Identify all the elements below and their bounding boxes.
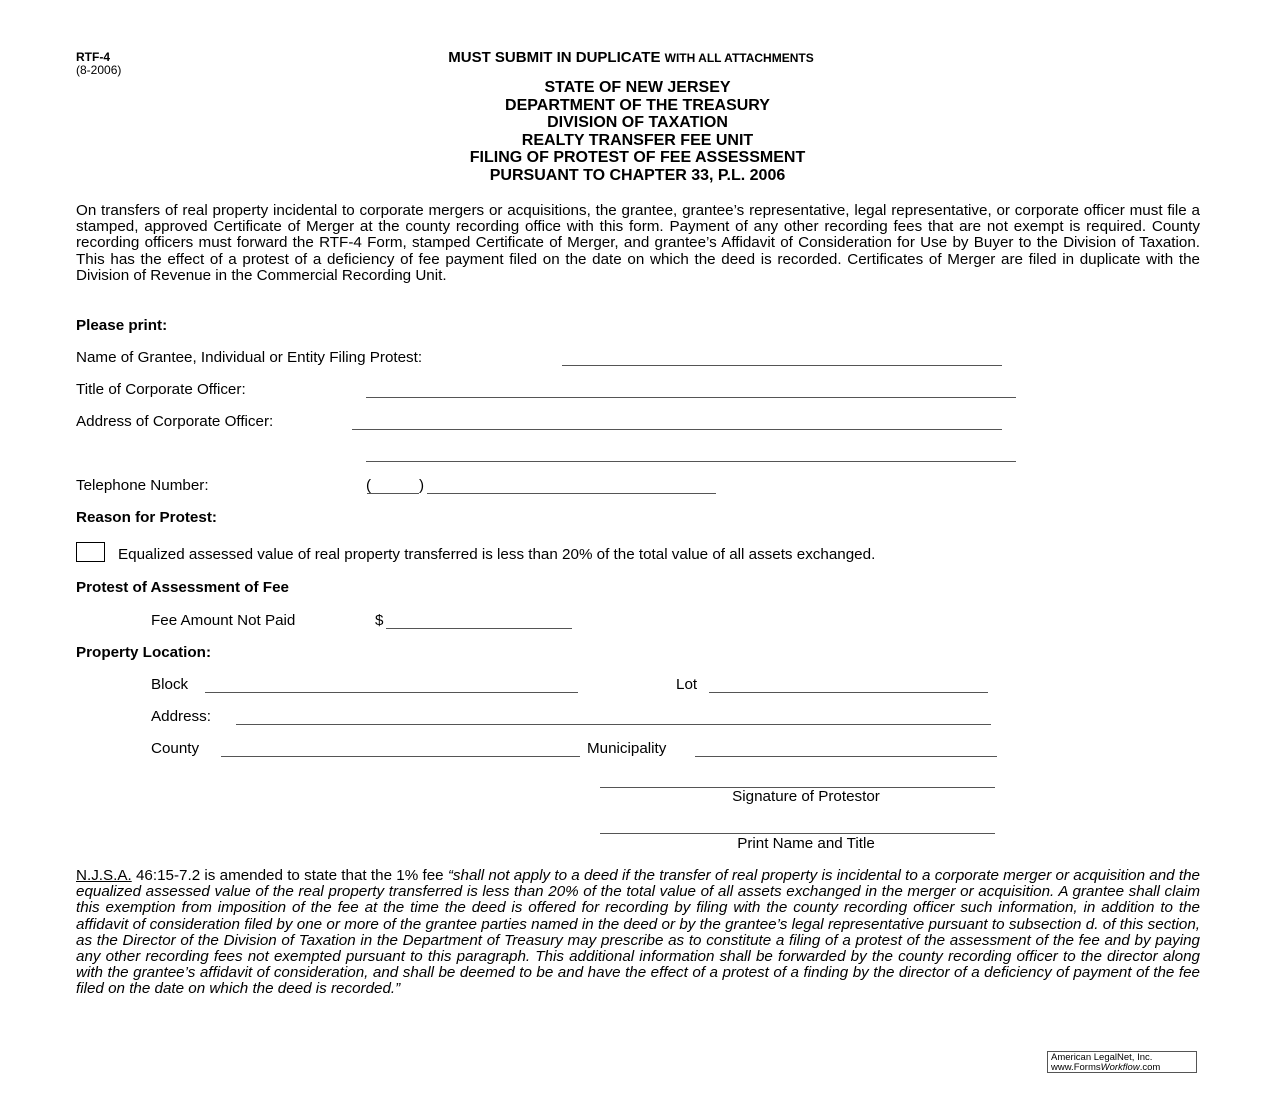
underline <box>366 461 1016 462</box>
reason-checkbox-label: Equalized assessed value of real property transferred is less than 20% of the total value of all assets exchanged. <box>118 546 876 563</box>
fee-amount-label: Fee Amount Not Paid <box>151 612 296 629</box>
please-print-heading: Please print: <box>76 317 168 334</box>
officer-address-label: Address of Corporate Officer: <box>76 413 274 430</box>
underline <box>386 628 572 629</box>
heading-line: DEPARTMENT OF THE TREASURY <box>505 96 770 114</box>
officer-title-label: Title of Corporate Officer: <box>76 381 246 398</box>
county-field[interactable] <box>221 739 580 757</box>
heading-line: PURSUANT TO CHAPTER 33, P.L. 2006 <box>489 166 786 184</box>
print-name-label: Print Name and Title <box>737 835 875 852</box>
submit-notice-sub: WITH ALL ATTACHMENTS <box>664 51 814 65</box>
underline <box>236 724 991 725</box>
underline <box>600 833 995 834</box>
lot-field[interactable] <box>709 675 988 693</box>
form-revision: (8-2006) <box>76 63 122 77</box>
currency-symbol: $ <box>375 612 384 629</box>
underline <box>562 365 1002 366</box>
property-address-label: Address: <box>151 708 211 725</box>
fee-amount-field[interactable] <box>386 611 572 629</box>
intro-paragraph: On transfers of real property incidental to corporate mergers or acquisitions, the grantee, grantee’s representative, legal representative, or corporate officer must file a stamped, approved Certificate of Merger at the county recording office with this form. Payment of any other recording fees that are not exempt is required. County recording officers must forward the RTF-4 Form, stamped Certificate of Merger, and grantee’s Affidavit of Consideration for Use by Buyer to the Division of Taxation. This has the effect of a protest of a deficiency of fee payment filed on the date on which the deed is recorded. Certificates of Merger are filed in duplicate with the Division of Revenue in the Commercial Recording Unit. <box>76 202 1200 284</box>
underline <box>427 493 716 494</box>
statute-reference: N.J.S.A. <box>76 867 132 884</box>
underline <box>205 692 578 693</box>
heading-line: REALTY TRANSFER FEE UNIT <box>521 131 754 149</box>
telephone-area-code-field[interactable] <box>366 476 426 494</box>
area-code-close: ) <box>419 477 425 494</box>
signature-label: Signature of Protestor <box>732 788 880 805</box>
property-address-field[interactable] <box>236 707 991 725</box>
form-heading <box>0 79 1275 185</box>
reason-heading: Reason for Protest: <box>76 509 217 526</box>
reason-checkbox[interactable] <box>76 542 105 562</box>
protest-assessment-heading: Protest of Assessment of Fee <box>76 579 289 596</box>
officer-title-field[interactable] <box>366 380 1016 398</box>
property-location-heading: Property Location: <box>76 644 212 661</box>
grantee-name-field[interactable] <box>562 348 1002 366</box>
submit-notice-main: MUST SUBMIT IN DUPLICATE <box>448 49 661 66</box>
officer-address-line2-field[interactable] <box>366 444 1016 462</box>
heading-line: DIVISION OF TAXATION <box>547 114 728 132</box>
block-label: Block <box>151 676 189 693</box>
statute-quote: “shall not apply to a deed if the transfer of real property is incidental to a corporate merger or acquisition and the equalized assessed value of the real property transferred is less than 20% of the total value of all assets exchanged in the merger or acquisition. A grantee shall claim this exemption from imposition of the fee at the time the deed is offered for recording by filing with the county recording officer such information, in addition to the affidavit of consideration filed by one or more of the grantee parties named in the deed or by the grantee’s legal representative pursuant to subsection d. of this section, as the Director of the Division of Taxation in the Department of Treasury may prescribe as to constitute a filing of a protest of the assessment of the fee and by paying any other recording fees not exempted pursuant to this paragraph. This additional information shall be forwarded by the county recording officer to the director along with the grantee’s affidavit of consideration, and shall be deemed to be and have the effect of a protest of a finding by the director of a deficiency of payment of the fee filed on the date on which the deed is recorded.” <box>76 867 1201 998</box>
url-suffix: .com <box>1139 1062 1161 1073</box>
signature-field[interactable] <box>600 770 995 788</box>
url-prefix: www.Forms <box>1051 1062 1101 1073</box>
area-code-open: ( <box>366 477 372 494</box>
submit-notice <box>0 49 1262 66</box>
heading-line: FILING OF PROTEST OF FEE ASSESSMENT <box>469 149 806 167</box>
underline <box>695 756 997 757</box>
block-field[interactable] <box>205 675 578 693</box>
underline <box>367 493 419 494</box>
statute-paragraph <box>76 868 1200 998</box>
publisher-url <box>1051 1063 1193 1073</box>
underline <box>352 429 1002 430</box>
underline <box>221 756 580 757</box>
heading-line: STATE OF NEW JERSEY <box>544 79 731 96</box>
underline <box>366 397 1016 398</box>
lot-label: Lot <box>676 676 698 693</box>
print-name-field[interactable] <box>600 816 995 834</box>
officer-address-field[interactable] <box>352 412 1002 430</box>
county-label: County <box>151 740 200 757</box>
statute-lead: 46:15-7.2 is amended to state that the 1% fee <box>131 867 448 884</box>
telephone-label: Telephone Number: <box>76 477 209 494</box>
publisher-footer <box>1047 1051 1197 1073</box>
url-italic: Workflow <box>1100 1062 1140 1073</box>
telephone-number-field[interactable] <box>427 476 716 494</box>
grantee-name-label: Name of Grantee, Individual or Entity Filing Protest: <box>76 349 423 366</box>
municipality-field[interactable] <box>695 739 997 757</box>
underline <box>709 692 988 693</box>
publisher-name: American LegalNet, Inc. <box>1051 1052 1153 1063</box>
municipality-label: Municipality <box>587 740 667 757</box>
form-code: RTF-4 <box>76 50 110 64</box>
